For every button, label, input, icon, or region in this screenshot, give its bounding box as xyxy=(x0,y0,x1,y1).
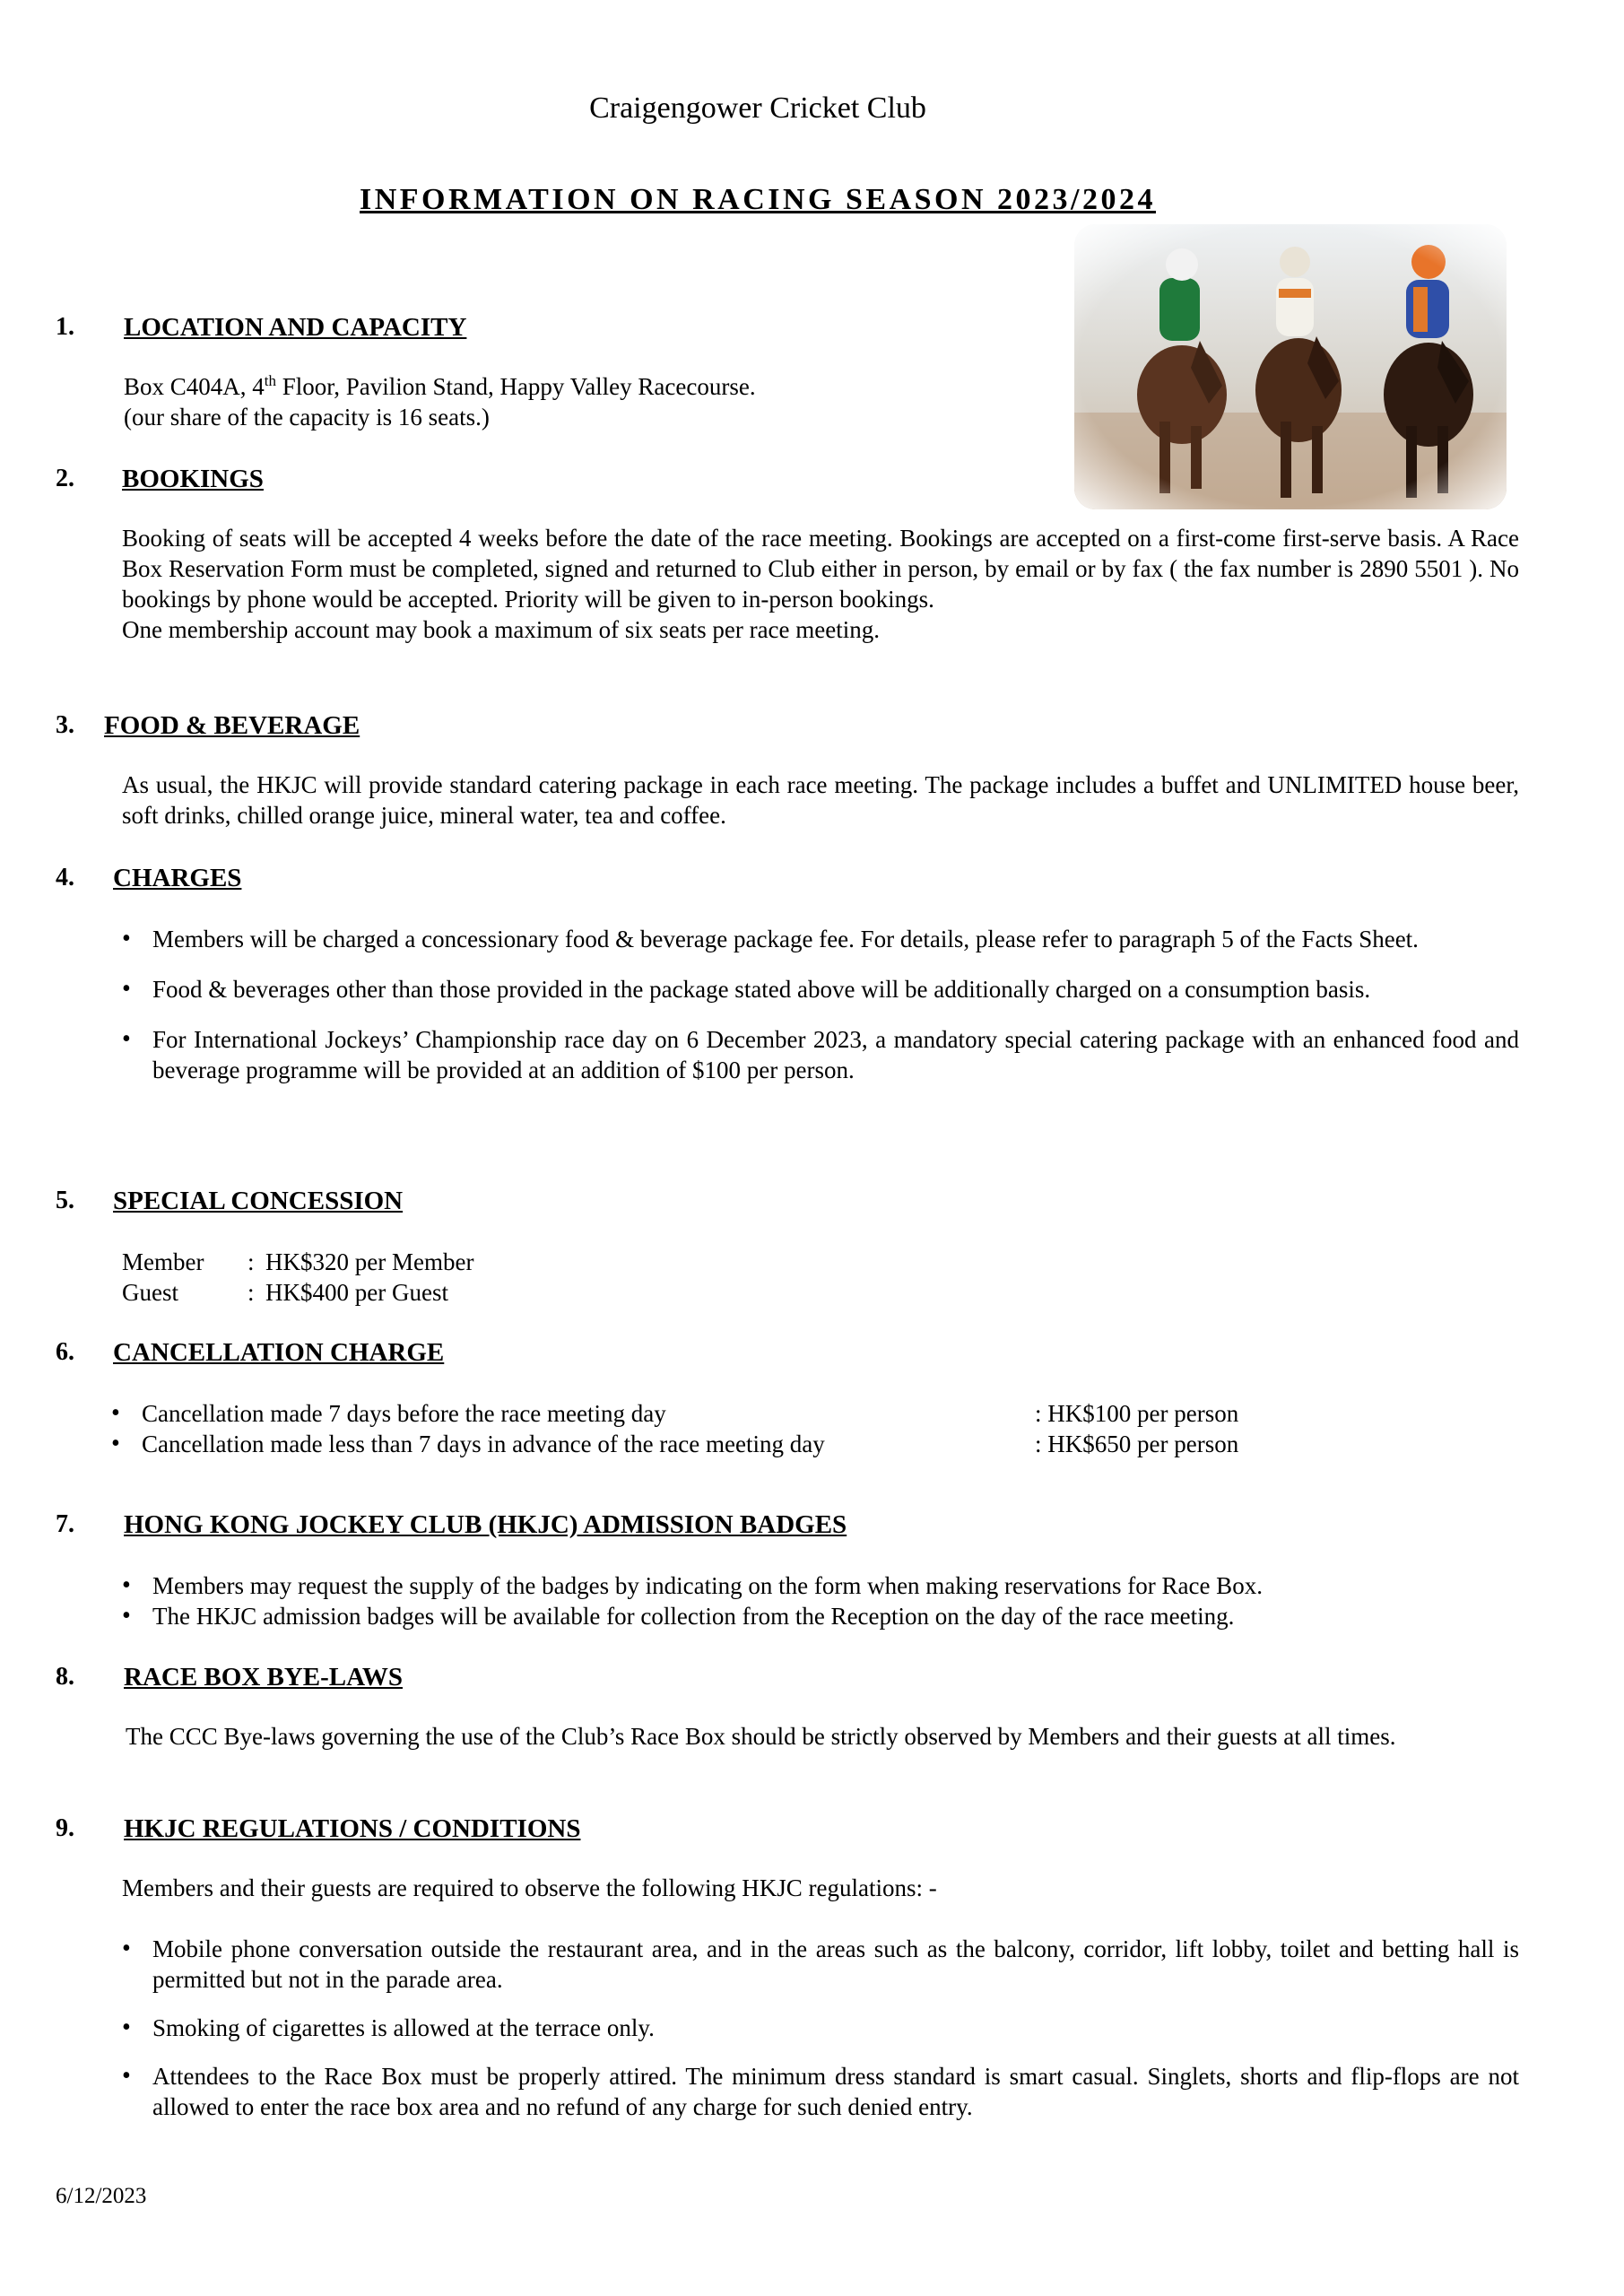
location-line: Box C404A, 4th Floor, Pavilion Stand, Happy Valley Racecourse. xyxy=(124,372,756,400)
concession-row: Member : HK$320 per Member xyxy=(122,1248,474,1275)
list-item: • Mobile phone conversation outside the restaurant area, and in the areas such as the balcony, corridor, lift lobby, toilet and betting hall is permitted but not in the parade area. xyxy=(122,1934,1519,1995)
section-intro: Members and their guests are required to observe the following HKJC regulations: - xyxy=(122,1874,937,1901)
list-item: • For International Jockeys’ Championship race day on 6 December 2023, a mandatory special catering package with an enhanced food and beverage programme will be provided at an addition of $100 per person. xyxy=(122,1024,1519,1085)
concession-table xyxy=(122,1247,1519,1308)
section-number: 2. xyxy=(56,465,74,492)
section-heading: SPECIAL CONCESSION xyxy=(113,1187,404,1215)
badges-list xyxy=(122,1570,1519,1631)
regulations-list xyxy=(122,1934,1519,2122)
section-heading: CANCELLATION CHARGE xyxy=(113,1338,445,1367)
section-number: 9. xyxy=(56,1814,74,1842)
section-number: 6. xyxy=(56,1338,74,1366)
section-heading: LOCATION AND CAPACITY xyxy=(124,313,467,342)
section-text xyxy=(124,371,1521,432)
list-item: • Cancellation made 7 days before the race meeting day : HK$100 per person xyxy=(111,1398,1508,1429)
section-number: 4. xyxy=(56,864,74,891)
list-item: • Attendees to the Race Box must be properly attired. The minimum dress standard is smart casual. Singlets, shorts and flip-flops are not allowed to enter the race box area and no refund of any charge for such denied entry. xyxy=(122,2061,1519,2122)
section-heading: RACE BOX BYE-LAWS xyxy=(124,1663,403,1692)
bookings-limit: One membership account may book a maximum of six seats per race meeting. xyxy=(122,616,880,643)
bookings-paragraph: Booking of seats will be accepted 4 weeks before the date of the race meeting. Bookings are accepted on a first-come first-serve basis. A Race Box Reservation Form must be completed, signed and returned to Club either in person, by email or by fax ( the fax number is 2890 5501 ). No bookings by phone would be accepted. Priority will be given to in-person bookings. xyxy=(122,525,1519,613)
list-item: • Cancellation made less than 7 days in advance of the race meeting day : HK$650 per person xyxy=(111,1429,1508,1459)
list-item: • Members may request the supply of the badges by indicating on the form when making reservations for Race Box. xyxy=(122,1570,1519,1601)
list-item: • Smoking of cigarettes is allowed at the terrace only. xyxy=(122,2013,1519,2043)
section-heading: HONG KONG JOCKEY CLUB (HKJC) ADMISSION BADGES xyxy=(124,1510,847,1539)
section-number: 7. xyxy=(56,1510,74,1538)
list-item: • Members will be charged a concessionary food & beverage package fee. For details, please refer to paragraph 5 of the Facts Sheet. xyxy=(122,924,1519,954)
footer-date: 6/12/2023 xyxy=(56,2184,147,2208)
list-item: • Food & beverages other than those provided in the package stated above will be additionally charged on a consumption basis. xyxy=(122,974,1519,1004)
section-heading: BOOKINGS xyxy=(122,465,264,493)
section-heading: CHARGES xyxy=(113,864,242,892)
section-number: 8. xyxy=(56,1663,74,1691)
section-text xyxy=(122,523,1519,645)
section-heading: FOOD & BEVERAGE xyxy=(104,711,360,740)
charges-list xyxy=(122,924,1519,1085)
document-title: INFORMATION ON RACING SEASON 2023/2024 xyxy=(360,183,1156,216)
racehorses-photo xyxy=(1074,224,1507,509)
list-item: • The HKJC admission badges will be available for collection from the Reception on the day of the race meeting. xyxy=(122,1601,1519,1631)
section-text: As usual, the HKJC will provide standard catering package in each race meeting. The package includes a buffet and UNLIMITED house beer, soft drinks, chilled orange juice, mineral water, tea and coffee. xyxy=(122,771,1519,829)
section-text: The CCC Bye-laws governing the use of the Club’s Race Box should be strictly observed by Members and their guests at all times. xyxy=(126,1723,1396,1750)
capacity-line: (our share of the capacity is 16 seats.) xyxy=(124,404,490,430)
section-heading: HKJC REGULATIONS / CONDITIONS xyxy=(124,1814,581,1843)
cancellation-list xyxy=(111,1398,1508,1459)
concession-row: Guest : HK$400 per Guest xyxy=(122,1279,448,1306)
section-number: 5. xyxy=(56,1187,74,1214)
club-name: Craigengower Cricket Club xyxy=(589,91,926,125)
section-number: 1. xyxy=(56,313,74,341)
section-number: 3. xyxy=(56,711,74,739)
